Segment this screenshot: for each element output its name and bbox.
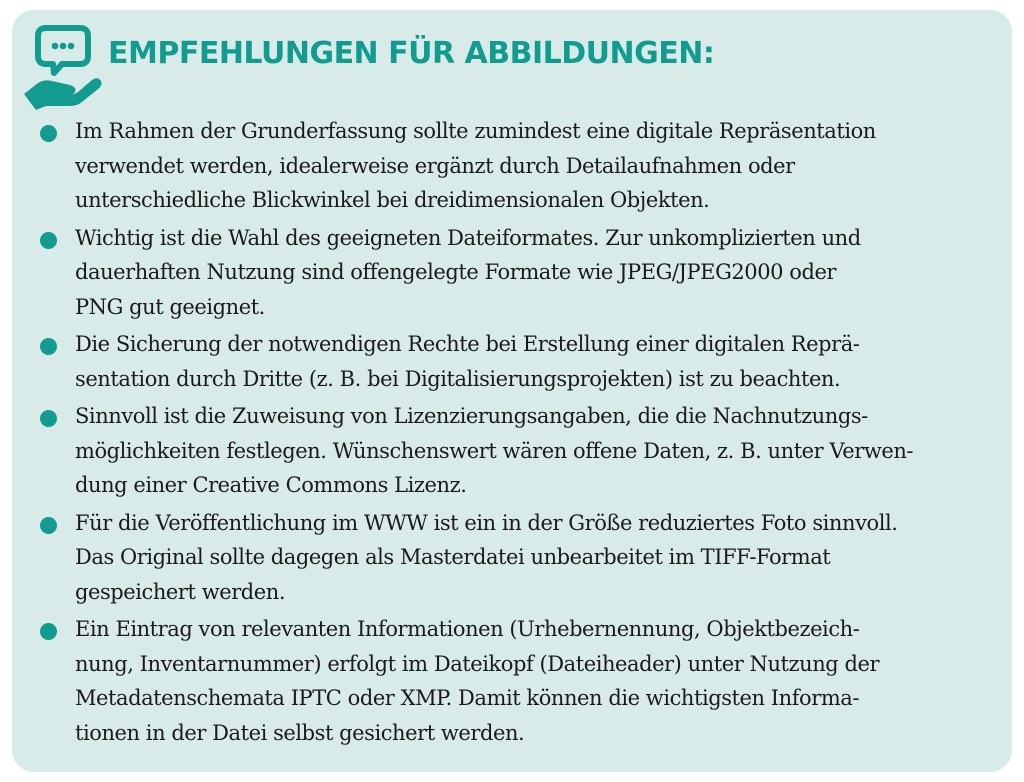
list-item bbox=[40, 506, 1000, 610]
text-line: dauerhaften Nutzung sind offengelegte Formate wie JPEG/JPEG2000 oder bbox=[75, 260, 837, 284]
bullet-icon bbox=[40, 338, 57, 355]
bullet-icon bbox=[40, 517, 57, 534]
text-line: verwendet werden, idealerweise ergänzt durch Detailaufnahmen oder bbox=[75, 153, 795, 178]
bullet-icon bbox=[40, 623, 57, 640]
text-line: Metadatenschemata IPTC oder XMP. Damit können die wichtigsten Informa- bbox=[75, 686, 860, 710]
text-line: Sinnvoll ist die Zuweisung von Lizenzierungsangaben, die die Nachnutzungs- bbox=[75, 404, 868, 428]
text-line: gespeichert werden. bbox=[75, 579, 286, 604]
list-item bbox=[40, 399, 1000, 503]
text-line: Die Sicherung der notwendigen Rechte bei Erstellung einer digitalen Reprä- bbox=[75, 332, 860, 356]
list-item bbox=[40, 327, 1000, 396]
text-line: Für die Veröffentlichung im WWW ist ein in der Größe reduziertes Foto sinnvoll. bbox=[75, 510, 898, 535]
list-item bbox=[40, 114, 1000, 218]
bullet-icon bbox=[40, 232, 57, 249]
text-line: nung, Inventarnummer) erfolgt im Dateikopf (Dateiheader) unter Nutzung der bbox=[75, 651, 880, 676]
text-line: möglichkeiten festlegen. Wünschenswert wären offene Daten, z. B. unter Verwen- bbox=[75, 438, 914, 463]
text-line: sentation durch Dritte (z. B. bei Digitalisierungsprojekten) ist zu beachten. bbox=[75, 366, 841, 391]
recommendation-list bbox=[40, 114, 1000, 753]
text-line: unterschiedliche Blickwinkel bei dreidimensionalen Objekten. bbox=[75, 188, 710, 212]
list-item bbox=[40, 221, 1000, 325]
text-line: dung einer Creative Commons Lizenz. bbox=[75, 473, 467, 497]
section-title: EMPFEHLUNGEN FÜR ABBILDUNGEN: bbox=[108, 36, 715, 71]
text-line: Im Rahmen der Grunderfassung sollte zumindest eine digitale Repräsentation bbox=[75, 119, 876, 143]
bullet-icon bbox=[40, 410, 57, 427]
text-line: Wichtig ist die Wahl des geeigneten Dateiformates. Zur unkomplizierten und bbox=[75, 225, 861, 250]
hand-with-speech-bubble-icon bbox=[22, 18, 102, 110]
list-item bbox=[40, 612, 1000, 750]
text-line: Ein Eintrag von relevanten Informationen (Urhebernennung, Objektbezeich- bbox=[75, 617, 860, 641]
text-line: PNG gut geeignet. bbox=[75, 294, 265, 319]
bullet-icon bbox=[40, 125, 57, 142]
text-line: tionen in der Datei selbst gesichert werden. bbox=[75, 720, 525, 745]
text-line: Das Original sollte dagegen als Masterdatei unbearbeitet im TIFF-Format bbox=[75, 545, 831, 569]
